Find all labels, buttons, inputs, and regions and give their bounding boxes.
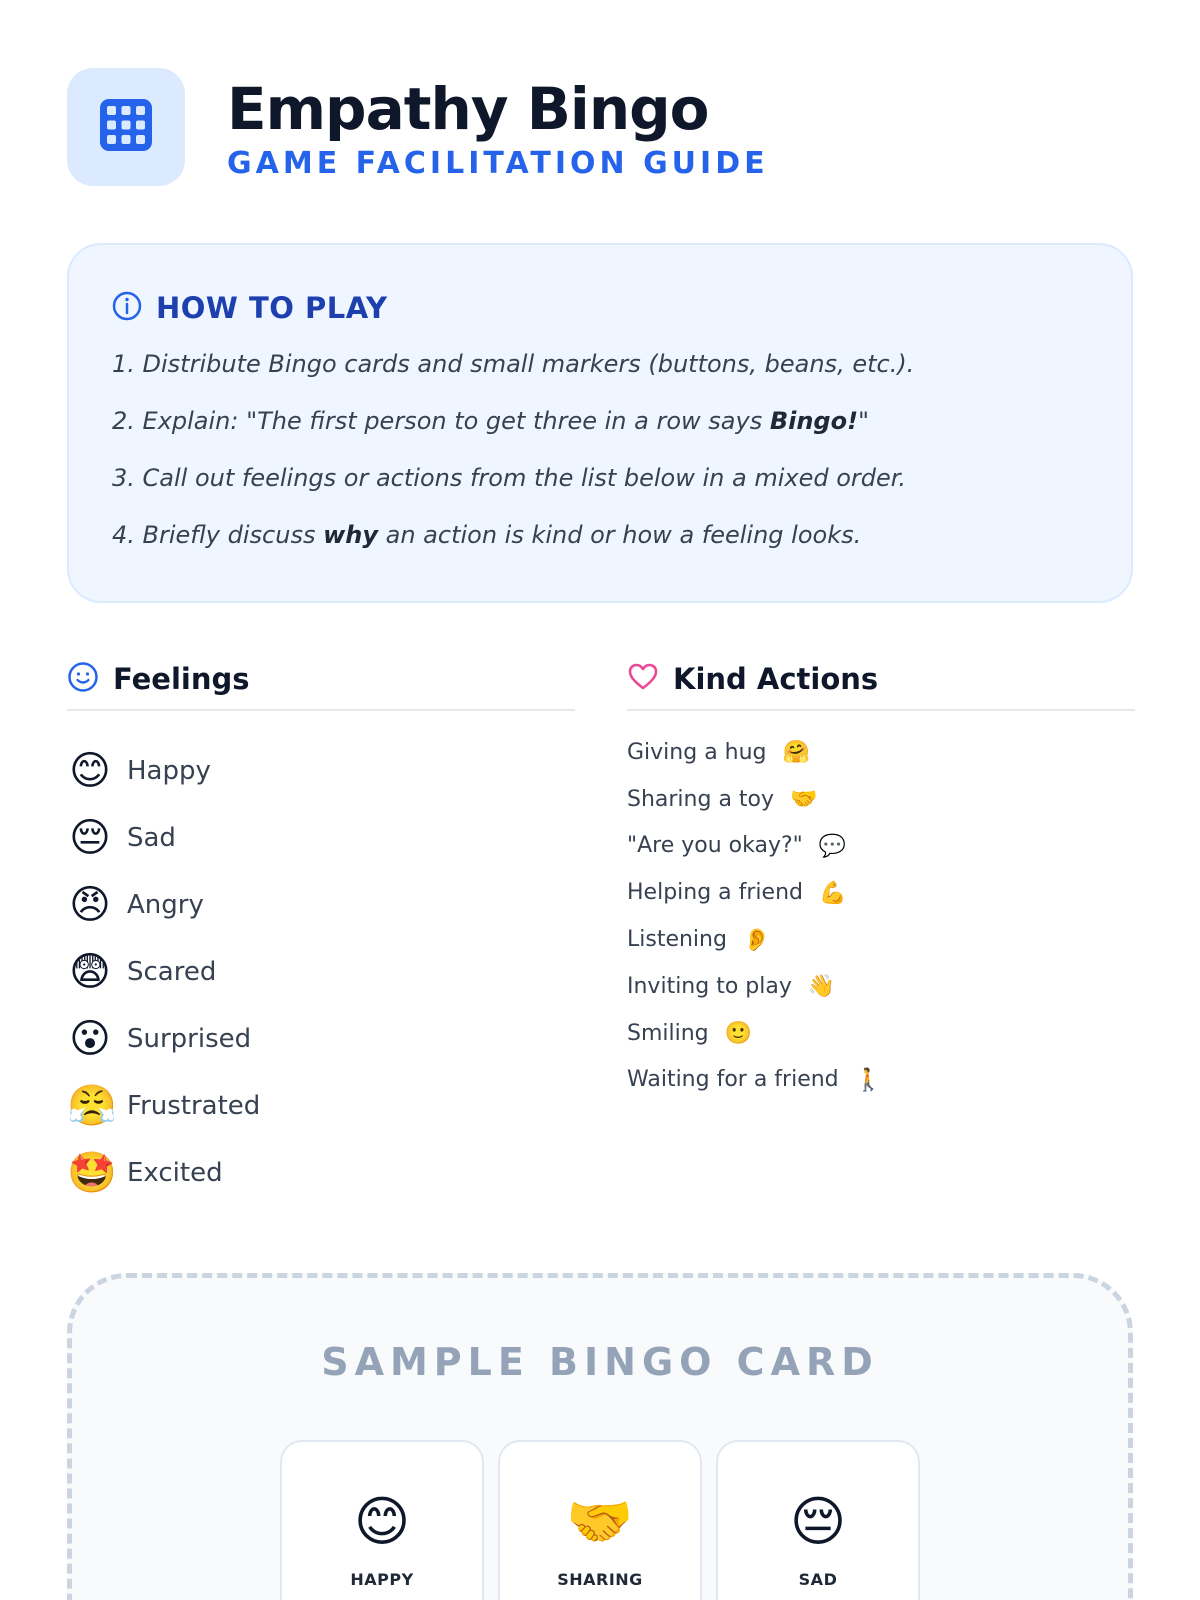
info-icon [112, 291, 142, 326]
angry-face-icon: 😠 [69, 882, 111, 927]
speech-bubble-icon: 💬 [818, 832, 847, 858]
grid-icon [97, 96, 155, 159]
step-item: 1. Distribute Bingo cards and small markers (buttons, beans, etc.). [112, 350, 915, 378]
list-item: 😮 Surprised [67, 1005, 575, 1072]
handshake-icon: 🤝 [566, 1492, 634, 1552]
how-to-play-panel [67, 243, 1133, 603]
logo [67, 68, 185, 186]
how-to-play-title: HOW TO PLAY [156, 291, 388, 325]
list-item: 😊 Happy [67, 737, 575, 804]
sad-face-icon: 😔 [69, 815, 111, 860]
list-item: Helping a friend 💪 [627, 879, 847, 906]
list-item: 😔 Sad [67, 804, 575, 871]
kind-actions-title: Kind Actions [673, 662, 879, 696]
page-subtitle: GAME FACILITATION GUIDE [227, 145, 769, 181]
waving-hand-icon: 👋 [807, 973, 836, 999]
happy-face-icon: 😊 [353, 1492, 411, 1552]
step-item: 3. Call out feelings or actions from the list below in a mixed order. [112, 464, 907, 492]
list-item: Giving a hug 🤗 [627, 739, 810, 765]
happy-face-icon: 😊 [69, 748, 111, 793]
smile-icon [67, 661, 99, 698]
kind-actions-section [627, 655, 1135, 1103]
sample-card-title: SAMPLE BINGO CARD [321, 1340, 879, 1384]
bingo-cells [280, 1440, 934, 1600]
list-item: Waiting for a friend 🚶 [627, 1066, 883, 1093]
ear-icon: 👂 [742, 926, 771, 952]
feelings-list [67, 737, 575, 1206]
step-item: 2. Explain: "The first person to get three in a row says Bingo!" [112, 407, 870, 435]
walking-person-icon: 🚶 [854, 1066, 883, 1092]
list-item: Sharing a toy 🤝 [627, 786, 818, 812]
bingo-cell: 😊 HAPPY [280, 1440, 484, 1600]
list-item: 😤 Frustrated [67, 1083, 261, 1128]
slight-smile-icon: 🙂 [724, 1020, 753, 1046]
frustrated-face-icon: 😤 [67, 1083, 117, 1128]
handshake-icon: 🤝 [790, 786, 818, 812]
list-item: Smiling 🙂 [627, 1020, 753, 1046]
heart-icon [627, 661, 659, 698]
feelings-title: Feelings [113, 662, 250, 696]
header [67, 68, 769, 186]
bingo-cell: 🤝 SHARING [498, 1440, 702, 1600]
list-item: 😨 Scared [67, 938, 575, 1005]
list-item: 🤩 Excited [67, 1150, 223, 1195]
scared-face-icon: 😨 [69, 949, 111, 994]
sample-bingo-card [67, 1273, 1133, 1600]
flexed-arm-icon: 💪 [819, 879, 847, 905]
feelings-section [67, 655, 575, 1206]
hug-icon: 🤗 [782, 739, 810, 765]
kind-actions-list [627, 729, 1135, 1103]
list-item: Listening 👂 [627, 926, 771, 953]
page-title: Empathy Bingo [227, 74, 709, 143]
surprised-face-icon: 😮 [69, 1016, 111, 1061]
bingo-cell: 😔 SAD [716, 1440, 920, 1600]
list-item: "Are you okay?" 💬 [627, 832, 847, 859]
steps-list [112, 343, 1089, 571]
star-struck-face-icon: 🤩 [67, 1150, 117, 1195]
list-item: 😠 Angry [67, 871, 575, 938]
sad-face-icon: 😔 [789, 1492, 847, 1552]
step-item: 4. Briefly discuss why an action is kind or how a feeling looks. [112, 521, 862, 549]
list-item: Inviting to play 👋 [627, 973, 836, 999]
